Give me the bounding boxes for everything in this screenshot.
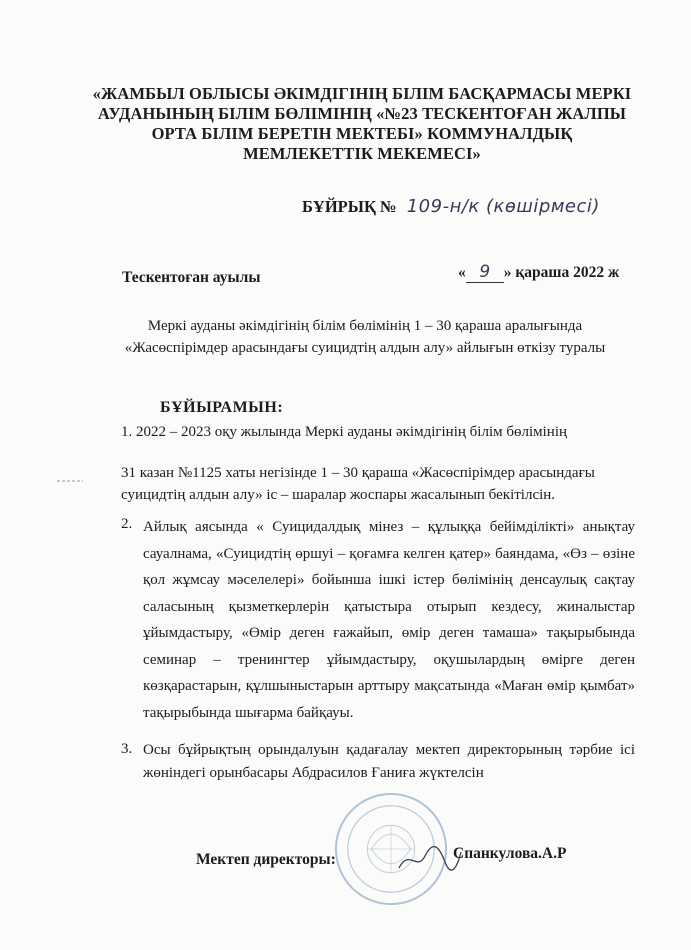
subject-line-1: Меркі ауданы әкімдігінің білім бөлімінің 1 – 30 қараша аралығында bbox=[147, 318, 583, 334]
order-subject bbox=[95, 315, 635, 359]
item-1-number: 1. bbox=[121, 424, 133, 440]
organization-header: «ЖАМБЫЛ ОБЛЫСЫ ӘКІМДІГІНІҢ БІЛІМ БАСҚАРМАСЫ МЕРКІ АУДАНЫНЫҢ БІЛІМ БӨЛІМІНІҢ «№23 ТЕСКЕНТОҒАН ЖАЛПЫ ОРТА БІЛІМ БЕРЕТІН МЕКТЕБІ» КОММУНАЛДЫҚ МЕМЛЕКЕТТІК МЕКЕМЕСІ» bbox=[92, 84, 632, 163]
order-date bbox=[458, 262, 619, 283]
handwritten-order-number: 109-н/к (көшірмесі) bbox=[406, 196, 600, 217]
item-1-first-line bbox=[121, 424, 567, 441]
scan-mark-icon bbox=[55, 476, 85, 486]
date-day-handwritten: 9 bbox=[466, 262, 504, 283]
subject-line-2: «Жасөспірімдер арасындағы суицидтің алдын алу» айлығын өткізу туралы bbox=[124, 340, 606, 356]
item-2-number: 2. bbox=[121, 516, 133, 532]
item-3-text: Осы бұйрықтың орындалуын қадағалау мектеп директорының тәрбие ісі жөніндегі орынбасары Абдрасилов Ғаниға жүктелсін bbox=[143, 742, 635, 781]
director-title: Мектеп директоры: bbox=[196, 851, 336, 868]
order-label: БҰЙРЫҚ № bbox=[302, 197, 397, 216]
place-name: Тескентоған ауылы bbox=[122, 269, 261, 286]
item-1-continuation: 31 казан №1125 хаты негізінде 1 – 30 қараша «Жасөспірімдер арасындағы суицидтің алдын алу» іс – шаралар жоспары жасалынып бекітілсін. bbox=[121, 465, 595, 503]
date-month-year: » қараша 2022 ж bbox=[503, 264, 620, 281]
item-2-text: Айлық аясында « Суицидалдық мінез – құлыққа бейімділікті» анықтау сауалнама, «Суицидтің өршуі – қоғамға келген қатер» баяндама, «Өз – өзіне қол жұмсау мәселелері» бойынша ішкі істер бөлімінің денсаулық сақтау саласының қызметкерлерін қатыстыра отырып кездесу, жиналыстар ұйымдастыру, «Өмір деген ғажайып, өмір деген тамаша» тақырыбында семинар – тренингтер ұйымдастыру, оқушылардың өмірге деген көзқарастарын, құлшыныстарын арттыру мақсатында «Маған өмір қымбат» тақырыбында шығарма байқауы. bbox=[143, 519, 635, 721]
item-3-number: 3. bbox=[121, 741, 133, 757]
item-1-line: 2022 – 2023 оқу жылында Меркі ауданы әкімдігінің білім бөлімінің bbox=[136, 424, 568, 440]
date-open-quote: « bbox=[458, 264, 466, 281]
director-name: Спанкулова.А.Р bbox=[453, 845, 567, 862]
order-number-line bbox=[302, 196, 642, 217]
decree-heading: БҰЙЫРАМЫН: bbox=[160, 399, 284, 416]
